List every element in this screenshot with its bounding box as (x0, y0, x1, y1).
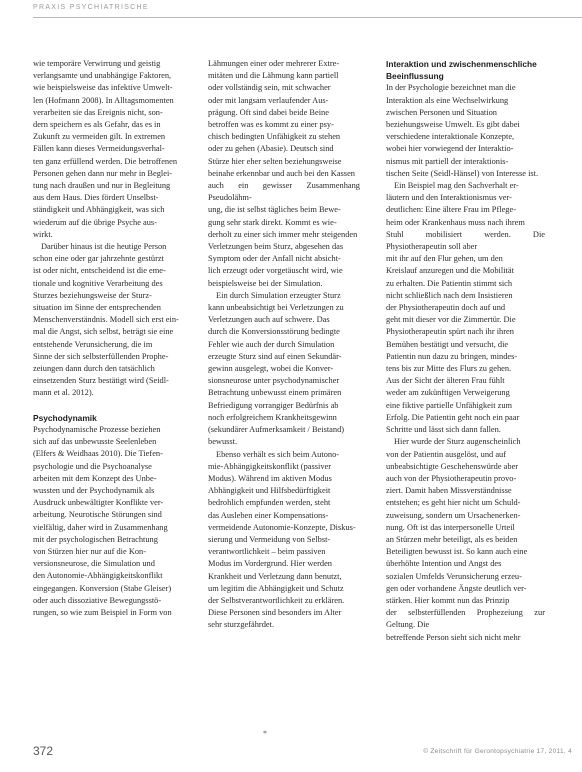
article-column-3 (386, 58, 545, 644)
paragraph: In der Psychologie bezeichnet man die Interaktion als eine Wechselwirkung zwischen Personen und Situation beziehungsweise Umwelt. Es gibt dabei verschiedene interaktionale Konzepte, wobei hier vorwiegend der Interaktio- nismus mit partiell der interaktionis- tischen Seite (Seidl-Hänsel) von Interesse ist. (386, 83, 539, 178)
paragraph: Darüber hinaus ist die heutige Person schon eine oder gar jahrzehnte gestürzt ist oder nicht, entscheidend ist die eme- tionale und kognitive Verarbeitung des Sturzes beziehungsweise der Sturz- situation im Sinne der entsprechenden Menschenverständnis. Modell sich erst ein- mal die Angst, sich selbst, beträgt sie eine entstehende Verunsicherung, die im Sinne der sich selbsterfüllenden Prophe- zeiungen dann durch den tatsächlich einsetzenden Sturz bestätigt wird (Seidl- mann et al. 2012). (33, 242, 179, 398)
paragraph: Ein Beispiel mag den Sachverhalt er- läutern und den Interaktionismus ver- deutlichen: Eine ältere Frau im Pflege- heim oder Krankenhaus muss nach ihrem Stuhl mobilisiert werden. Die Physiotherapeutin soll aber mit ihr auf den Flur gehen, um den Kreislauf anzuregen und die Mobilität zu erhalten. Die Patientin stimmt sich nicht schließlich nach dem Insistieren der Physiotherapeutin doch auf und geht mit dieser vor die Zimmertür. Die Physiotherapeutin spürt nach ihr ihren Bemühen bestätigt und versucht, die Patientin nun dazu zu bringen, mindes- tens bis zur Mitte des Flurs zu gehen. Aus der Sicht der älteren Frau fühlt weder am zukünftigen Verweigerung eine fiktive partielle Unfähigkeit zum Erfolg. Die Patientin geht noch ein paar Schritte und lässt sich dann fallen. (386, 181, 545, 435)
paragraph: Hier wurde der Sturz augenscheinlich von der Patientin ausgelöst, und auf unbeabsichtigte Geschehenswürde aber auch von der Physiotherapeutin provo- ziert. Damit haben Missverständnisse entstehen; es geht hier nicht um Schuld- zuweisung, sondern um Ursachenerken- nung. Oft ist das interpersonelle Urteil an Stürzen mehr beteiligt, als es beiden Beteiligten bewusst ist. So kann auch eine überhöhte Intention und Angst des sozialen Umfelds Verunsicherung erzeu- gen oder vorhandene Ängste deutlich ver- stärken. Hier kommt nun das Prinzip der selbsterfüllenden Prophezeiung zur Geltung. Die betreffende Person sieht sich nicht mehr (386, 437, 545, 642)
paragraph: Lähmungen einer oder mehrerer Extre- mitäten und die Lähmung kann partiell oder vollständig sein, mit schwacher oder mit langsam verlaufender Aus- prägung. Oft sind dabei beide Beine betroffen was es kommt zu einer psy- chisch bedingten Unfähigkeit zu stehen oder zu gehen (Abasie). Deutsch sind Stürze hier eher selten beziehungsweise beinahe erkennbar und auch bei den Kassen auch ein gewisser Zusammenhang Pseudolähm- ung, die ist selbst tägliches beim Bewe- gung sehr stark direkt. Kommt es wie- derholt zu einer sich immer mehr steigenden Verletzungen beim Sturz, abgesehen das Symptom oder der Anfall nicht absicht- lich erzeugt oder vorgetäuscht wird, wie beispielsweise bei der Simulation. (208, 59, 360, 288)
paragraph: Psychodynamische Prozesse beziehen sich auf das unbewusste Seelenleben (Elfers & Weidhaas 2010). Die Tiefen- psychologie und die Psychoanalyse arbeiten mit dem Konzept des Unbe- wussten und der Psychodynamik als Ausdruck unbewältigter Konflikte ver- arbeitung. Neurotische Störungen sind vielfältig, daher wird in Zusammenhang mit der psychologischen Betrachtung von Stürzen hier nur auf die Kon- versionsneurose, die Simulation und den Autonomie-Abhängigkeitskonflikt eingegangen. Konversion (Stabe Gleiser) oder auch dissoziative Bewegungsstö- rungen, so wie zum Beispiel in Form von (33, 424, 172, 617)
paragraph: Ein durch Simulation erzeugter Sturz kann unbeabsichtigt bei Verletzungen zu Verletzungen auch auf schwere. Das durch die Konversionsstörung bedingte Fehler wie auch der durch Simulation erzeugte Sturz sind auf einen Sekundär- gewinn ausgelegt, wobei die Konver- sionsneurose unter psychodynamischer Betrachtung unbewusst einem primären Befriedigung vorrangiger Bedürfnis ab noch erfolgreichem Krankheitsgewinn (sekundärer Aufmerksamkeit / Beistand) bewusst. (208, 290, 345, 447)
footer-citation: © Zeitschrift für Gerontopsychiatrie 17, 2011, 4 (423, 748, 572, 755)
header-divider (33, 17, 582, 18)
paragraph: wie temporäre Verwirrung und geistig verlangsamte und unabhängige Faktoren, wie beispielsweise das infektive Umwelt- len (Hofmann 2008). In Alltagsmomenten verarbeiten sie das Ereignis nicht, son- dern speichern es als Gefahr, das es in Zukunft zu vermeiden gilt. In extremen Fällen kann dieses Vermeidungsverhal- ten ganz erfüllend werden. Die betroffenen Personen gehen dann nur mehr in Beglei- tung nach draußen und nur in Begleitung aus dem Haus. Dies fördert Unselbst- ständigkeit und Abhängigkeit, was sich wiederum auf die übrige Psyche aus- wirkt. (33, 59, 178, 239)
paragraph: Ebenso verhält es sich beim Autono- mie-Abhängigkeitskonflikt (passiver Modus). Während im aktiven Modus Abhängigkeit und Hilfsbedürftigkeit bedrohlich empfunden werden, steht das Ausleben einer Kompensations- vermeidende Autonomie-Konzepte, Diskus- sierung und Vermeidung von Selbst- verantwortlichkeit – beim passiven Modus im Vordergrund. Hier werden Krankheit und Verletzung dann benutzt, um legitim die Abhängigkeit und Schutz der Selbstverantwortlichkeit zu erklären. Diese Personen sind besonders im Alter sehr sturzgefährdet. (208, 449, 356, 630)
article-column-2 (208, 58, 360, 632)
page-number: 372 (33, 744, 54, 758)
section-heading-psychodynamik: Psychodynamik (33, 412, 97, 423)
section-heading-interaktion: Interaktion und zwischenmenschliche Beeinflussung (386, 59, 537, 82)
article-column-1 (33, 58, 183, 619)
footer-star: * (263, 729, 267, 738)
section-label: PRAXIS PSYCHIATRISCHE (33, 4, 149, 11)
